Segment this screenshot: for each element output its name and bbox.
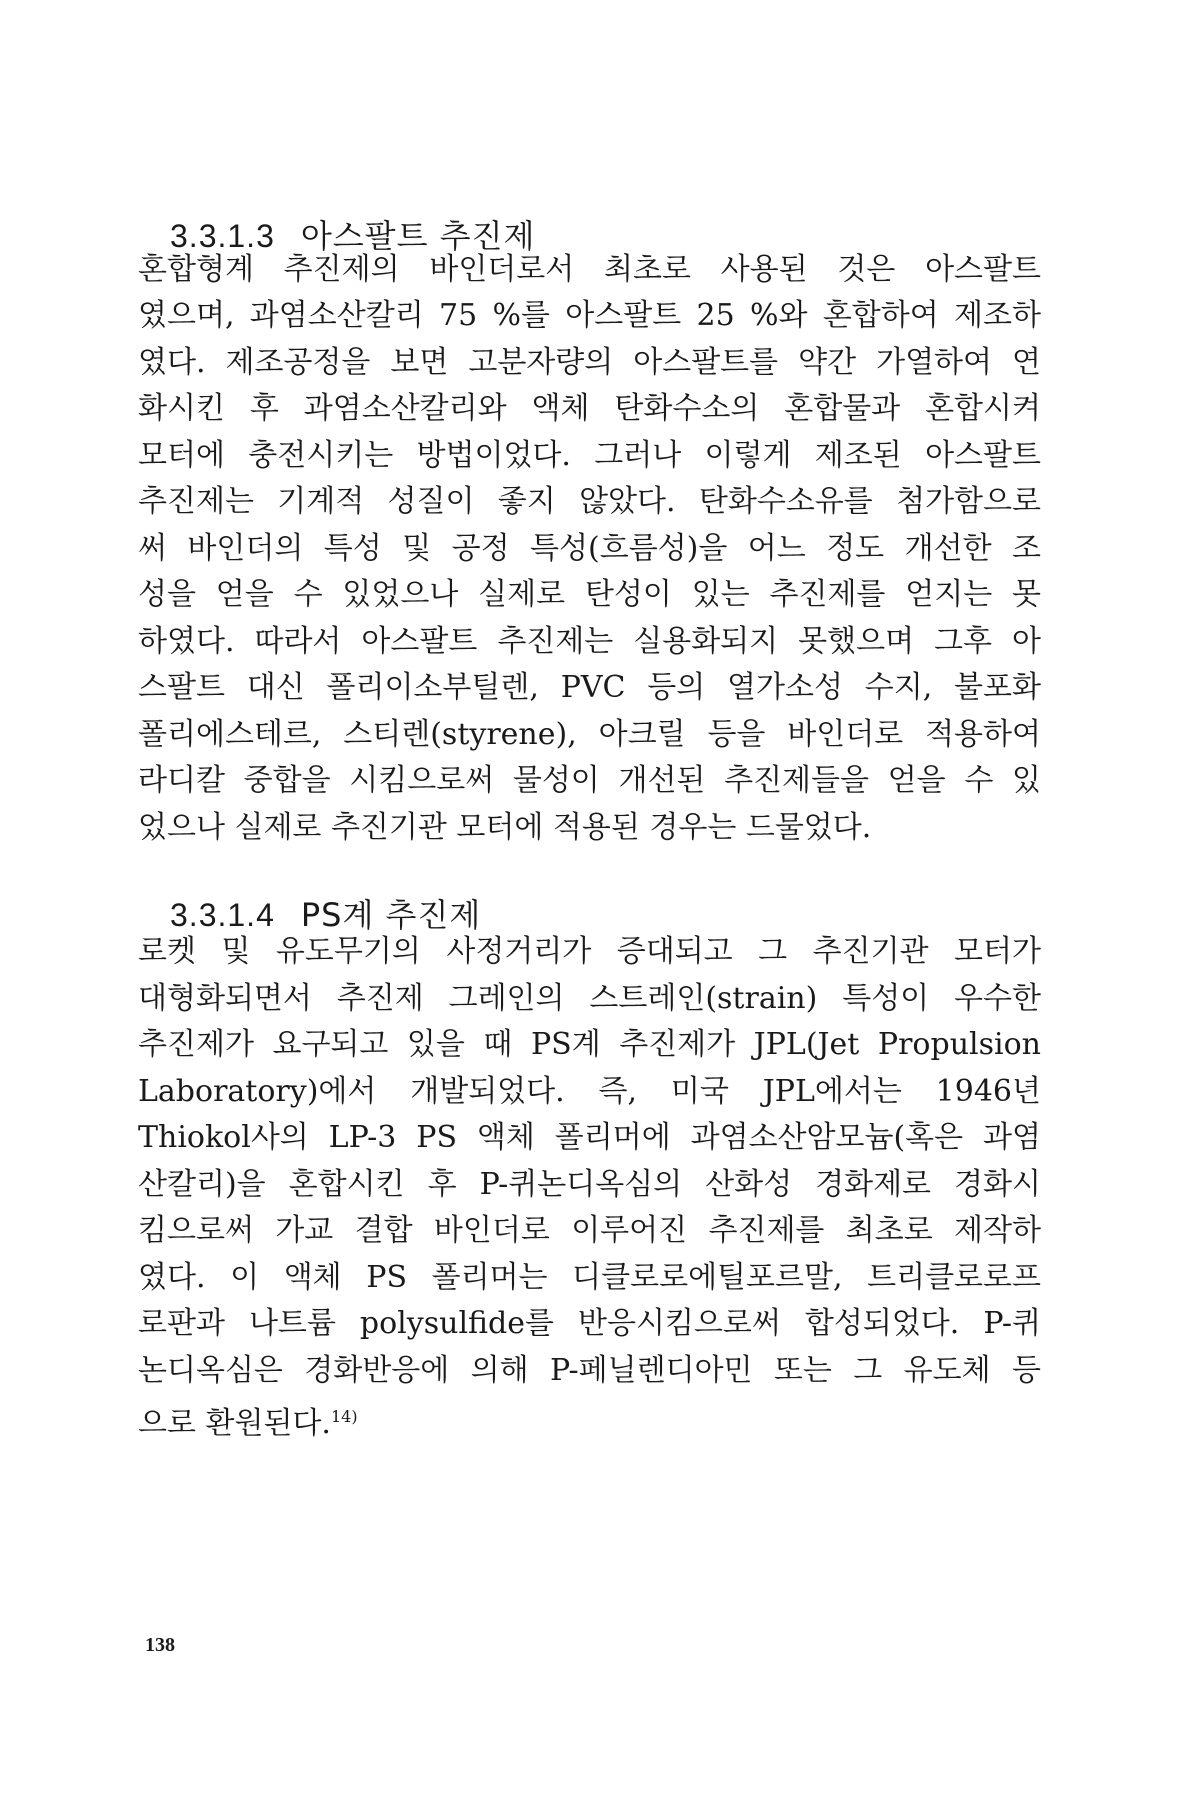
section-number: 3.3.1.4 [170,897,275,933]
paragraph-line: 었으나 실제로 추진기관 모터에 적용된 경우는 드물었다. [138,810,872,845]
paragraph-text: 으로 환원된다. [138,1406,331,1441]
paragraph-line: 킴으로써 가교 결합 바인더로 이루어진 추진제를 최초로 제작하 [138,1213,1041,1248]
footnote-reference: 14) [330,1407,358,1426]
paragraph-line: 스팔트 대신 폴리이소부틸렌, PVC 등의 열가소성 수지, 불포화 [138,670,1041,705]
paragraph-line: 였다. 이 액체 PS 폴리머는 디클로로에틸포르말, 트리클로로프 [138,1260,1041,1295]
paragraph-line: 화시킨 후 과염소산칼리와 액체 탄화수소의 혼합물과 혼합시켜 [138,391,1041,426]
paragraph-line: 라디칼 중합을 시킴으로써 물성이 개선된 추진제들을 얻을 수 있 [138,763,1041,798]
paragraph-line: 써 바인더의 특성 및 공정 특성(흐름성)을 어느 정도 개선한 조 [138,531,1041,566]
page-number: 138 [145,1634,175,1656]
paragraph-line: 산칼리)을 혼합시킨 후 P-퀴논디옥심의 산화성 경화제로 경화시 [138,1167,1041,1202]
paragraph-line: 대형화되면서 추진제 그레인의 스트레인(strain) 특성이 우수한 [138,981,1041,1016]
paragraph-line: 폴리에스테르, 스티렌(styrene), 아크릴 등을 바인더로 적용하여 [138,717,1041,752]
section-title: PS계 추진제 [300,896,482,934]
paragraph-line: 로판과 나트륨 polysulfide를 반응시킴으로써 합성되었다. P-퀴 [138,1306,1041,1341]
paragraph-line: 모터에 충전시키는 방법이었다. 그러나 이렇게 제조된 아스팔트 [138,438,1041,473]
paragraph-line: 추진제는 기계적 성질이 좋지 않았다. 탄화수소유를 첨가함으로 [138,484,1041,519]
paragraph-line: Laboratory)에서 개발되었다. 즉, 미국 JPL에서는 1946년 [138,1074,1041,1109]
section-number: 3.3.1.3 [170,218,275,254]
paragraph-line: Thiokol사의 LP-3 PS 액체 폴리머에 과염소산암모늄(혹은 과염 [138,1120,1041,1155]
section-heading-3-3-1-4 [170,890,481,936]
paragraph-line: 하였다. 따라서 아스팔트 추진제는 실용화되지 못했으며 그후 아 [138,624,1041,659]
paragraph-line: 혼합형계 추진제의 바인더로서 최초로 사용된 것은 아스팔트 [138,252,1041,287]
paragraph-line: 성을 얻을 수 있었으나 실제로 탄성이 있는 추진제를 얻지는 못 [138,577,1041,612]
paragraph-line: 논디옥심은 경화반응에 의해 P-페닐렌디아민 또는 그 유도체 등 [138,1353,1041,1388]
paragraph-line: 였다. 제조공정을 보면 고분자량의 아스팔트를 약간 가열하여 연 [138,345,1041,380]
paragraph-line: 였으며, 과염소산칼리 75 %를 아스팔트 25 %와 혼합하여 제조하 [138,298,1041,333]
section-title: 아스팔트 추진제 [300,217,536,255]
paragraph-line: 추진제가 요구되고 있을 때 PS계 추진제가 JPL(Jet Propulsion [138,1027,1041,1062]
paragraph-line: 로켓 및 유도무기의 사정거리가 증대되고 그 추진기관 모터가 [138,934,1041,969]
paragraph-line-last [138,1397,1041,1444]
